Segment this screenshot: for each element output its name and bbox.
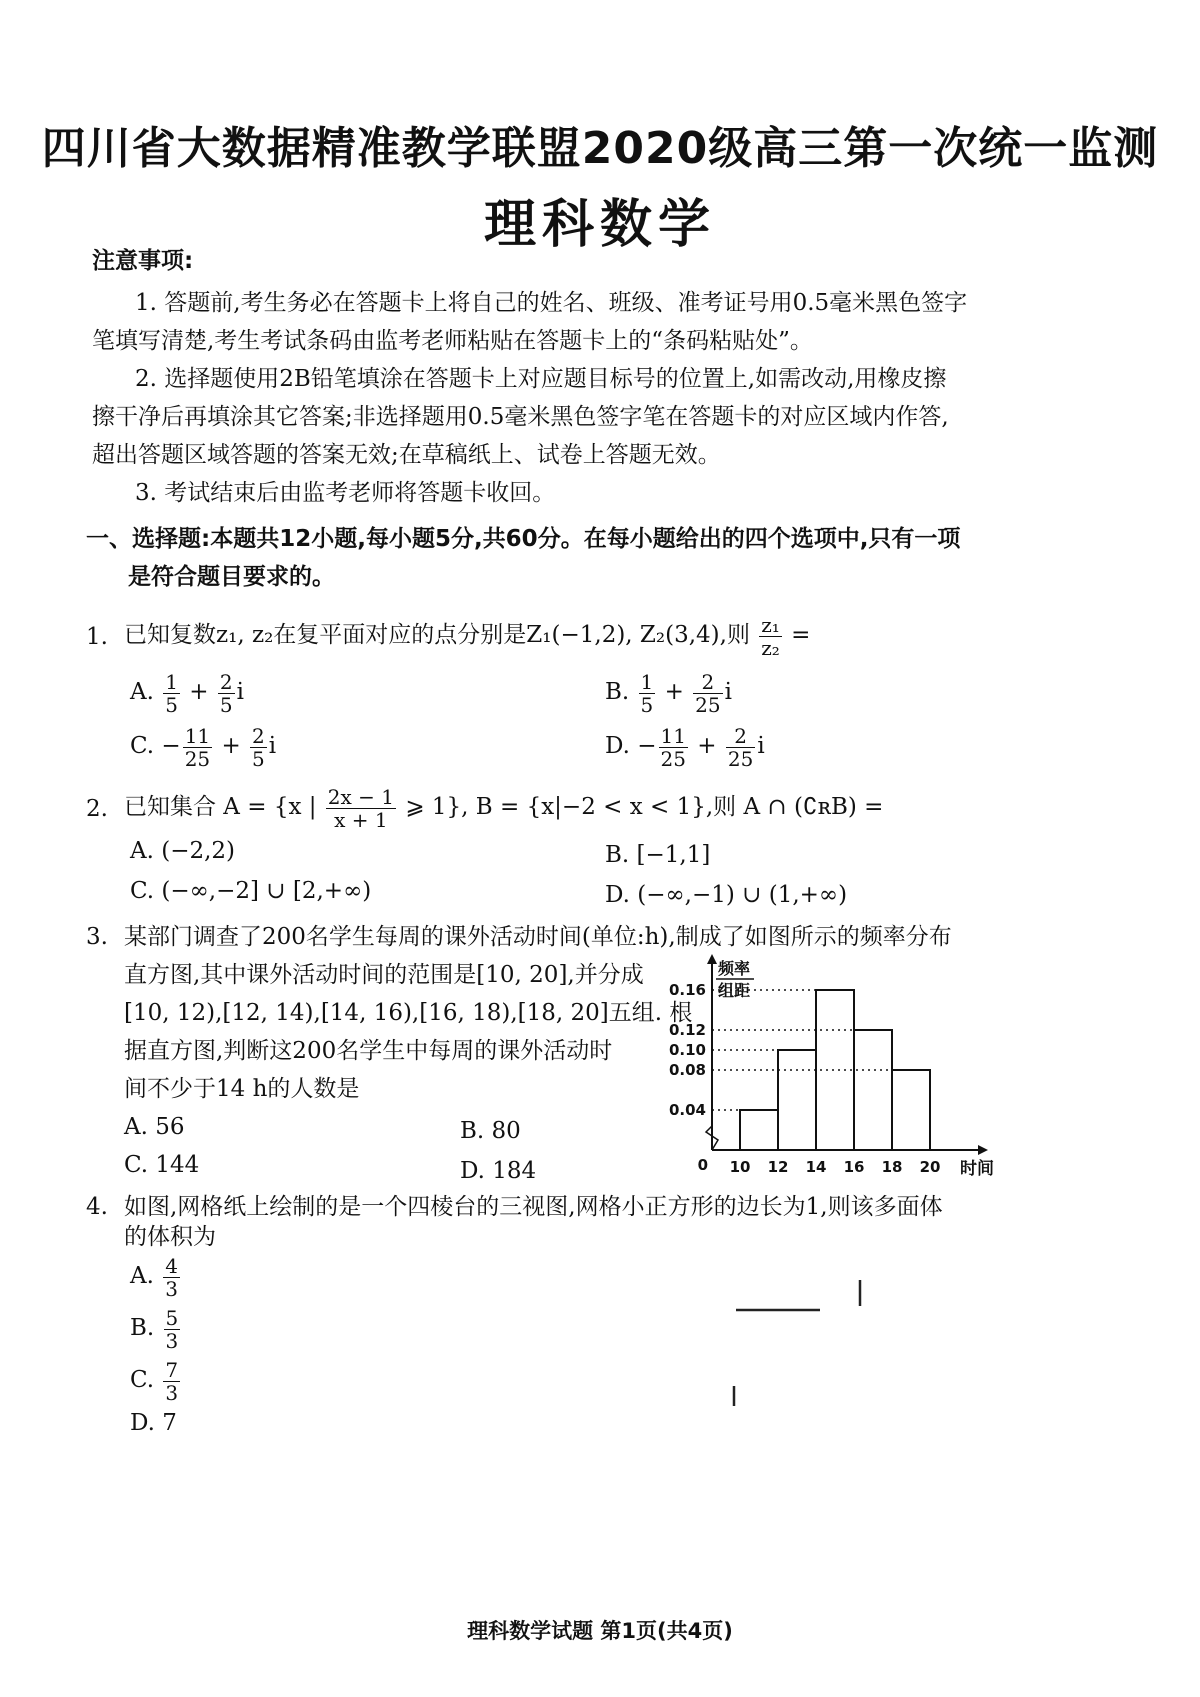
q4-number: 4. bbox=[86, 1194, 108, 1220]
plus-sign: + bbox=[189, 679, 209, 705]
q2-stem-pre: 已知集合 A = {x | bbox=[124, 794, 317, 820]
plus-sign: + bbox=[664, 679, 684, 705]
q1-option-d bbox=[605, 722, 765, 770]
frac-den: 5 bbox=[640, 692, 654, 717]
x-tick-label: 12 bbox=[767, 1158, 789, 1176]
q3-line-1: 某部门调查了200名学生每周的课外活动时间(单位:h),制成了如图所示的频率分布 bbox=[124, 924, 952, 950]
x-tick-label: 10 bbox=[729, 1158, 751, 1176]
q3-line-2: 直方图,其中课外活动时间的范围是[10, 20],并分成 bbox=[124, 962, 644, 988]
minus-sign: − bbox=[161, 733, 181, 759]
q1-d-frac2 bbox=[726, 725, 755, 770]
frac-den: 3 bbox=[165, 1328, 179, 1353]
q1-fraction bbox=[759, 614, 782, 659]
page-footer: 理科数学试题 第1页(共4页) bbox=[467, 1619, 733, 1643]
q1-option-a-label: A. bbox=[130, 679, 154, 705]
notice-item-2-line-3: 超出答题区域答题的答案无效;在草稿纸上、试卷上答题无效。 bbox=[92, 442, 721, 468]
notice-item-1-line-2: 笔填写清楚,考生考试条码由监考老师粘贴在答题卡上的“条码粘贴处”。 bbox=[92, 328, 813, 354]
notice-item-3: 3. 考试结束后由监考老师将答题卡收回。 bbox=[135, 480, 556, 506]
q2-option-b: B. [−1,1] bbox=[605, 842, 711, 868]
q4-option-b-label: B. bbox=[130, 1315, 155, 1341]
y-tick-label: 0.08 bbox=[668, 1061, 706, 1079]
imag-unit: i bbox=[236, 679, 244, 705]
three-view-figure bbox=[720, 1270, 900, 1420]
frac-num: 11 bbox=[184, 723, 211, 748]
notice-item-1-line-1: 1. 答题前,考生务必在答题卡上将自己的姓名、班级、准考证号用0.5毫米黑色签字 bbox=[135, 290, 968, 316]
frac-den: x + 1 bbox=[334, 807, 388, 832]
q1-stem-text: 已知复数z₁, z₂在复平面对应的点分别是Z₁(−1,2), Z₂(3,4),则 bbox=[124, 622, 750, 648]
q4-a-frac bbox=[163, 1255, 180, 1300]
frac-den: 5 bbox=[165, 692, 178, 717]
q1-a-frac1 bbox=[163, 671, 180, 716]
y-axis-arrow bbox=[707, 954, 717, 964]
q1-option-b-label: B. bbox=[605, 679, 630, 705]
imag-unit: i bbox=[268, 733, 277, 759]
q3-option-c: C. 144 bbox=[124, 1152, 200, 1178]
q4-c-frac bbox=[163, 1359, 180, 1404]
y-tick-label: 0.04 bbox=[668, 1101, 706, 1119]
q2-option-d: D. (−∞,−1) ∪ (1,+∞) bbox=[605, 882, 848, 908]
imag-unit: i bbox=[757, 733, 765, 759]
q1-b-frac2 bbox=[693, 671, 722, 716]
q4-option-c bbox=[130, 1356, 182, 1404]
q1-c-frac2 bbox=[250, 725, 267, 770]
notice-item-2-line-1: 2. 选择题使用2B铅笔填涂在答题卡上对应题目标号的位置上,如需改动,用橡皮擦 bbox=[135, 366, 947, 392]
section-1-line-2: 是符合题目要求的。 bbox=[128, 564, 335, 590]
frac-num: 4 bbox=[165, 1253, 178, 1278]
q2-option-a: A. (−2,2) bbox=[130, 838, 236, 864]
y-axis-label-top: 频率 bbox=[718, 959, 751, 978]
q4-option-d: D. 7 bbox=[130, 1410, 177, 1436]
q3-line-4: 据直方图,判断这200名学生中每周的课外活动时 bbox=[124, 1038, 613, 1064]
minus-sign: − bbox=[637, 733, 657, 759]
plus-sign: + bbox=[697, 733, 717, 759]
y-tick-label: 0.10 bbox=[668, 1041, 706, 1059]
frac-den: 25 bbox=[660, 746, 686, 771]
q2-stem bbox=[124, 782, 883, 832]
q1-option-b bbox=[605, 668, 732, 716]
q4-b-frac bbox=[164, 1307, 181, 1352]
y-tick-label: 0.16 bbox=[668, 981, 706, 999]
q1-c-frac1 bbox=[183, 725, 212, 770]
q2-option-c: C. (−∞,−2] ∪ [2,+∞) bbox=[130, 878, 372, 904]
frequency-histogram bbox=[660, 950, 1000, 1180]
q3-option-d: D. 184 bbox=[460, 1158, 537, 1184]
frac-den: 3 bbox=[165, 1380, 179, 1405]
q4-option-b bbox=[130, 1304, 182, 1352]
q2-fraction bbox=[326, 786, 396, 831]
histogram-bar bbox=[778, 1050, 816, 1150]
q1-frac-den: z₂ bbox=[761, 635, 780, 660]
histogram-bars bbox=[712, 990, 930, 1150]
origin-label: 0 bbox=[697, 1156, 708, 1174]
imag-unit: i bbox=[724, 679, 732, 705]
q4-line-1: 如图,网格纸上绘制的是一个四棱台的三视图,网格小正方形的边长为1,则该多面体 bbox=[124, 1194, 943, 1220]
q4-option-a bbox=[130, 1252, 182, 1300]
subject-title: 理科数学 bbox=[483, 195, 716, 255]
exam-title: 四川省大数据精准教学联盟2020级高三第一次统一监测 bbox=[41, 123, 1159, 174]
frac-num: 5 bbox=[165, 1305, 179, 1330]
q1-option-a bbox=[130, 668, 244, 716]
q3-line-5: 间不少于14 h的人数是 bbox=[124, 1076, 360, 1102]
frac-num: 7 bbox=[165, 1357, 179, 1382]
histogram-labels bbox=[669, 959, 994, 1179]
frac-den: 25 bbox=[695, 692, 721, 717]
frac-num: 2x − 1 bbox=[327, 784, 394, 809]
q1-stem bbox=[124, 612, 810, 659]
section-1-line-1: 一、选择题:本题共12小题,每小题5分,共60分。在每小题给出的四个选项中,只有一项 bbox=[86, 526, 961, 552]
histogram-bar bbox=[854, 1030, 892, 1150]
q1-d-frac1 bbox=[659, 725, 688, 770]
x-tick-label: 14 bbox=[805, 1158, 827, 1176]
frac-den: 5 bbox=[252, 746, 265, 771]
q1-option-d-label: D. bbox=[605, 733, 630, 759]
q4-option-c-label: C. bbox=[130, 1367, 155, 1393]
q4-line-2: 的体积为 bbox=[124, 1224, 216, 1250]
q3-option-a: A. 56 bbox=[124, 1114, 185, 1140]
y-axis-label-bottom: 组距 bbox=[718, 981, 751, 1000]
frac-num: 2 bbox=[693, 671, 722, 694]
notice-heading: 注意事项: bbox=[92, 248, 194, 274]
q1-option-c bbox=[130, 722, 276, 770]
x-tick-label: 20 bbox=[919, 1158, 941, 1176]
q4-option-a-label: A. bbox=[130, 1263, 154, 1289]
frac-den: 3 bbox=[165, 1276, 178, 1301]
frac-num: 2 bbox=[219, 669, 233, 694]
x-axis-label: 时间 bbox=[960, 1159, 994, 1179]
histogram-bar bbox=[740, 1110, 778, 1150]
q3-option-b: B. 80 bbox=[460, 1118, 521, 1144]
q1-b-frac1 bbox=[639, 671, 656, 716]
q2-number: 2. bbox=[86, 796, 108, 822]
q1-option-c-label: C. bbox=[130, 733, 155, 759]
q1-number: 1. bbox=[86, 624, 108, 650]
frac-num: 11 bbox=[660, 723, 686, 748]
q1-frac-num: z₁ bbox=[761, 612, 780, 637]
q1-a-frac2 bbox=[218, 671, 235, 716]
plus-sign: + bbox=[221, 733, 241, 759]
frac-num: 2 bbox=[252, 723, 265, 748]
x-tick-label: 16 bbox=[843, 1158, 865, 1176]
histogram-bar bbox=[892, 1070, 930, 1150]
frac-den: 5 bbox=[219, 692, 233, 717]
q2-stem-post: ⩾ 1}, B = {x|−2 < x < 1},则 A ∩ (∁ʀB) = bbox=[405, 794, 884, 820]
q3-number: 3. bbox=[86, 924, 108, 950]
x-tick-label: 18 bbox=[881, 1158, 903, 1176]
frac-num: 2 bbox=[726, 725, 755, 748]
frac-den: 25 bbox=[184, 746, 211, 771]
notice-item-2-line-2: 擦干净后再填涂其它答案;非选择题用0.5毫米黑色签字笔在答题卡的对应区域内作答, bbox=[92, 404, 949, 430]
q3-line-3: [10, 12),[12, 14),[14, 16),[16, 18),[18, 20]五组. 根 bbox=[124, 1000, 693, 1026]
frac-num: 1 bbox=[640, 669, 654, 694]
x-axis-arrow bbox=[978, 1145, 988, 1155]
frac-den: 25 bbox=[727, 746, 754, 771]
q1-tail: = bbox=[791, 622, 811, 648]
frac-num: 1 bbox=[165, 669, 178, 694]
y-tick-label: 0.12 bbox=[668, 1021, 706, 1039]
